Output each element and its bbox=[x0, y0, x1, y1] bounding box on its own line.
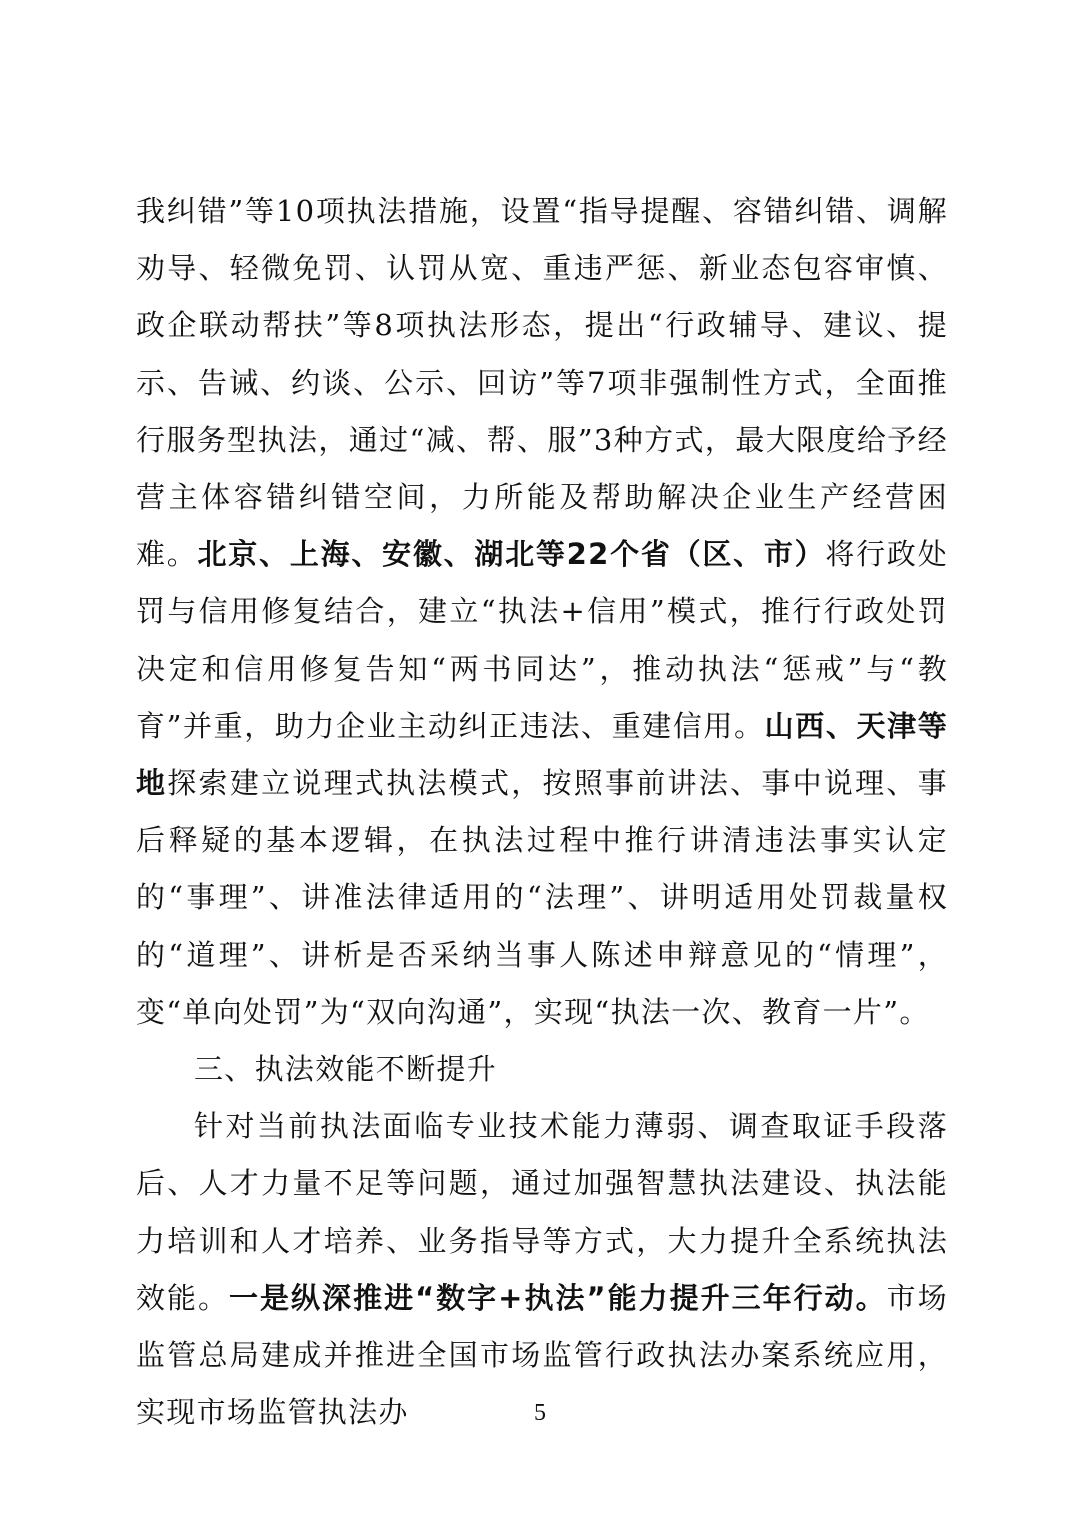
paragraph2-text-2: 市场监管总局建成并推进全国市场监管行政执法办案系统应用，实现市场监管执法办 bbox=[136, 1280, 948, 1430]
document-body bbox=[136, 183, 948, 1441]
paragraph2-text-1: 针对当前执法面临专业技术能力薄弱、调查取证手段落后、人才力量不足等问题，通过加强智慧执法建设、执法能力培训和人才培养、业务指导等方式，大力提升全系统执法效能。 bbox=[136, 1109, 948, 1315]
paragraph2-bold-point-one: 一是纵深推进“数字+执法”能力提升三年行动。 bbox=[229, 1280, 887, 1315]
section-heading: 三、执法效能不断提升 bbox=[194, 1052, 498, 1087]
paragraph-section-three bbox=[136, 1098, 948, 1441]
paragraph1-bold-regions: 北京、上海、安徽、湖北等22个省（区、市） bbox=[197, 537, 826, 572]
page-number: 5 bbox=[534, 1400, 546, 1426]
paragraph1-bold-places: 山西、天津等地 bbox=[136, 708, 948, 801]
paragraph-continued bbox=[136, 183, 948, 1041]
paragraph1-text-2: 将行政处罚与信用修复结合，建立“执法+信用”模式，推行行政处罚决定和信用修复告知“两书同达”，推动执法“惩戒”与“教育”并重，助力企业主动纠正违法、重建信用。 bbox=[136, 537, 948, 743]
paragraph1-text-1: 我纠错”等10项执法措施，设置“指导提醒、容错纠错、调解劝导、轻微免罚、认罚从宽、重违严惩、新业态包容审慎、政企联动帮扶”等8项执法形态，提出“行政辅导、建议、提示、告诫、约谈、公示、回访”等7项非强制性方式，全面推行服务型执法，通过“减、帮、服”3种方式，最大限度给予经营主体容错纠错空间，力所能及帮助解决企业生产经营困难。 bbox=[136, 194, 948, 572]
paragraph1-text-3: 探索建立说理式执法模式，按照事前讲法、事中说理、事后释疑的基本逻辑，在执法过程中推行讲清违法事实认定的“事理”、讲准法律适用的“法理”、讲明适用处罚裁量权的“道理”、讲析是否采纳当事人陈述申辩意见的“情理”，变“单向处罚”为“双向沟通”，实现“执法一次、教育一片”。 bbox=[136, 766, 948, 1029]
